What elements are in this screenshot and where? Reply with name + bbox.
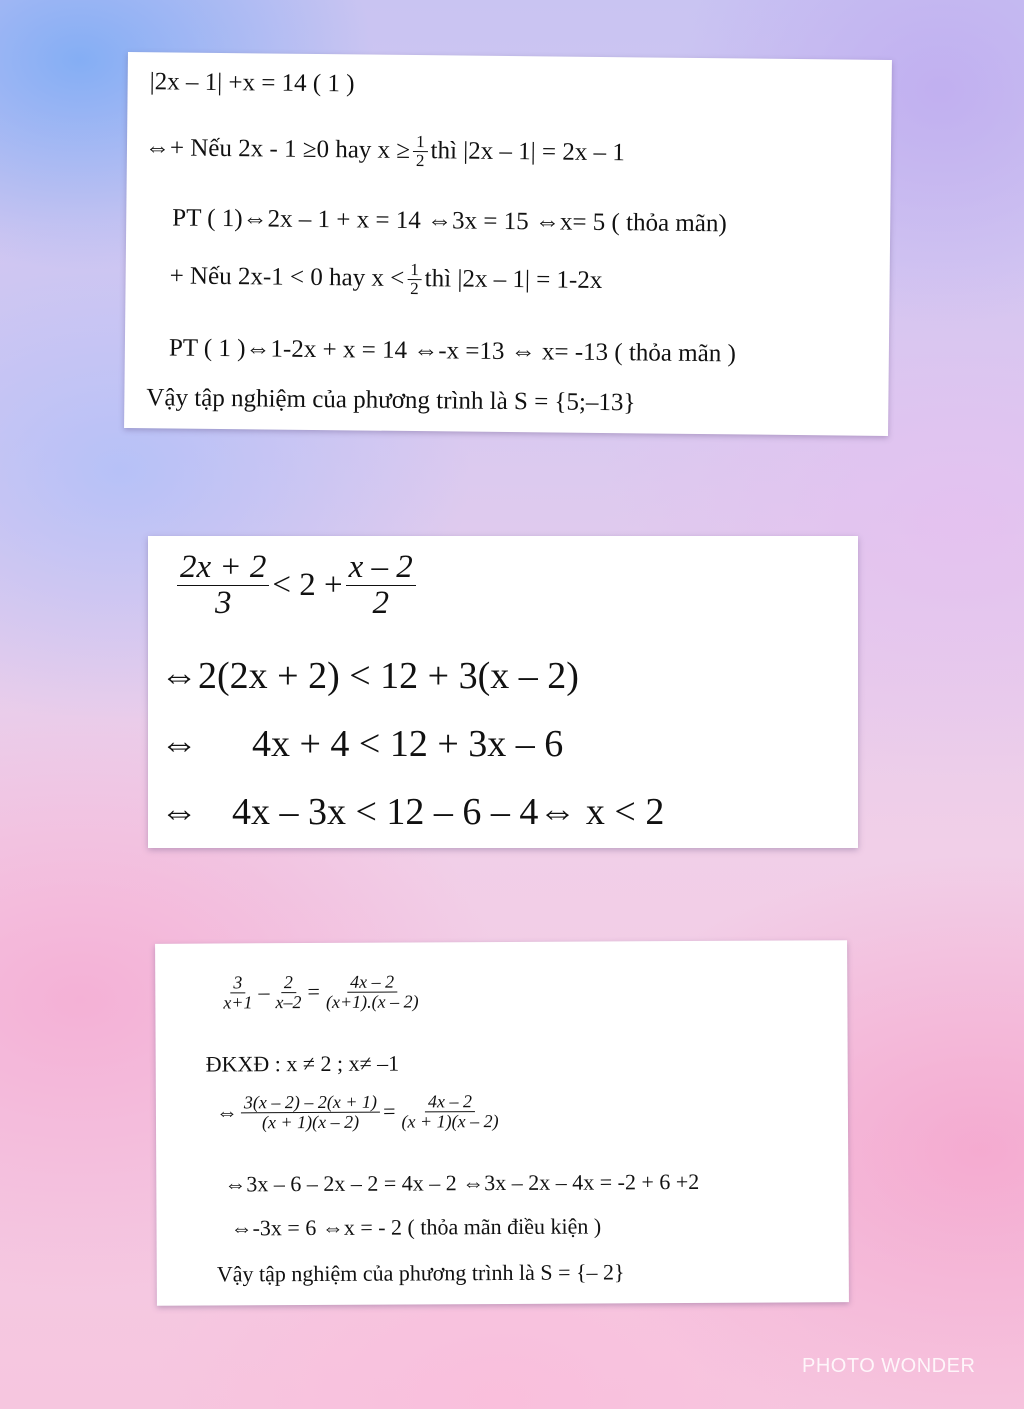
fraction-right-side xyxy=(323,972,422,1011)
solution-set-1: Vậy tập nghiệm của phương trình là S = {5;–13} xyxy=(146,384,636,417)
case-2-suffix: thì |2x – 1| = 1-2x xyxy=(424,265,603,295)
fraction-denominator: 2 xyxy=(410,278,419,298)
fraction-numerator: 1 xyxy=(407,261,422,280)
case-1-solution: PT ( 1)⇔2x – 1 + x = 14 ⇔3x = 15 ⇔x= 5 ( thỏa mãn) xyxy=(172,204,727,238)
fraction-denominator: 2 xyxy=(415,150,425,170)
fraction-denominator: (x + 1)(x – 2) xyxy=(401,1110,499,1132)
fraction-numerator: 2 xyxy=(281,973,296,993)
equation-1: |2x – 1| +x = 14 ( 1 ) xyxy=(149,68,355,98)
equals-sign: = xyxy=(307,979,320,1005)
inequality-step-2 xyxy=(160,722,563,766)
case-2-solution: PT ( 1 )⇔1-2x + x = 14 ⇔-x =13 ⇔ x= -13 ( thỏa mãn ) xyxy=(168,334,736,368)
watermark: PHOTO WONDER xyxy=(802,1355,976,1377)
solve-step: ⇔-3x = 6 ⇔x = - 2 ( thỏa mãn điều kiện ) xyxy=(230,1213,602,1241)
inequality-step-3 xyxy=(160,790,664,834)
equivalence-symbol: ⇔ xyxy=(160,723,198,765)
equivalence-symbol: ⇔ xyxy=(160,791,198,833)
inequality-middle: < 2 + xyxy=(272,566,343,603)
inequality-step-1: ⇔2(2x + 2) < 12 + 3(x – 2) xyxy=(160,655,579,697)
fraction-numerator: 1 xyxy=(413,133,428,152)
fraction-numerator: 3(x – 2) – 2(x + 1) xyxy=(241,1093,380,1114)
fraction-numerator: x – 2 xyxy=(346,550,416,586)
fraction-denominator: x+1 xyxy=(223,992,253,1013)
fraction-2-over-x-minus-2 xyxy=(272,973,304,1012)
case-2-prefix: + Nếu 2x-1 < 0 hay x < xyxy=(169,262,405,293)
equals-sign: = xyxy=(382,1098,396,1125)
fraction-numerator: 3 xyxy=(230,973,245,993)
simplify-step: ⇔3x – 6 – 2x – 2 = 4x – 2 ⇔3x – 2x – 4x = -2 + 6 +2 xyxy=(224,1168,700,1197)
case-1-fraction xyxy=(413,133,428,170)
domain-condition: ĐKXĐ : x ≠ 2 ; x≠ –1 xyxy=(205,1050,400,1077)
step-2-expression: 4x + 4 < 12 + 3x – 6 xyxy=(252,723,564,765)
step-3-expression: 4x – 3x < 12 – 6 – 4⇔ x < 2 xyxy=(232,791,665,833)
common-denominator-step xyxy=(216,1092,505,1132)
absolute-value-equation-card xyxy=(124,52,892,436)
rational-equation xyxy=(217,972,424,1012)
combined-fraction-right xyxy=(398,1092,501,1131)
case-1-suffix: thì |2x – 1| = 2x – 1 xyxy=(430,137,625,167)
fraction-denominator: 3 xyxy=(214,584,232,621)
solution-set-3: Vậy tập nghiệm của phương trình là S = {– 2} xyxy=(216,1259,625,1287)
lhs-fraction xyxy=(177,550,269,620)
equivalence-symbol: ⇔ xyxy=(215,1099,239,1125)
inequality-statement xyxy=(174,550,419,620)
inequality-card xyxy=(148,536,858,848)
fraction-numerator: 4x – 2 xyxy=(425,1092,475,1112)
fraction-numerator: 4x – 2 xyxy=(347,973,397,993)
case-2-condition xyxy=(169,258,602,299)
fraction-denominator: x–2 xyxy=(275,991,302,1013)
fraction-numerator: 2x + 2 xyxy=(177,550,269,586)
fraction-denominator: (x + 1)(x – 2) xyxy=(261,1111,360,1133)
rational-equation-card xyxy=(155,940,849,1306)
fraction-denominator: 2 xyxy=(372,584,389,621)
case-2-fraction xyxy=(407,261,422,298)
case-1-condition xyxy=(145,130,625,172)
rhs-fraction xyxy=(346,550,416,620)
fraction-denominator: (x+1).(x – 2) xyxy=(325,991,419,1012)
case-1-prefix: ⇔+ Nếu 2x - 1 ≥0 hay x ≥ xyxy=(144,134,411,165)
minus-sign: – xyxy=(258,979,270,1005)
fraction-3-over-x-plus-1 xyxy=(220,973,255,1012)
combined-fraction-left xyxy=(241,1093,380,1133)
